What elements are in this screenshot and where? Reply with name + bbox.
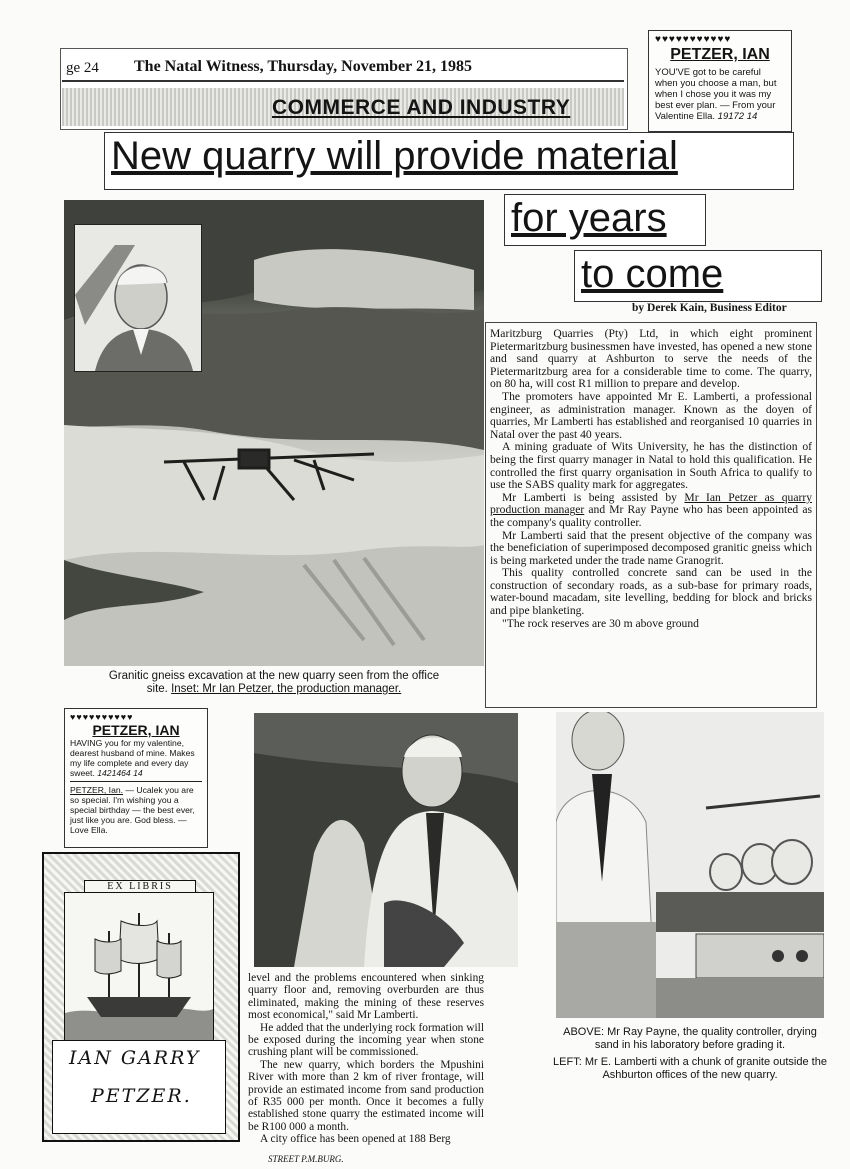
section-title: COMMERCE AND INDUSTRY <box>272 96 571 119</box>
handwritten-footnote: STREET P.M.BURG. <box>268 1154 344 1164</box>
hearts-decoration: ♥♥♥♥♥♥♥♥♥♥ <box>70 712 134 722</box>
headline-line-1 <box>104 132 794 190</box>
inset-portrait-petzer <box>74 224 202 372</box>
notice-text <box>655 67 785 122</box>
payne-illustration <box>556 712 824 1018</box>
article-paragraph: This quality controlled concrete sand can be used in the construction of secondary roads, as a sub-base for primary roads, water-bound macadam, site levelling, bedding for block and bricks and pipe blanketing. <box>490 566 812 618</box>
article-continuation <box>248 972 484 1162</box>
notice-name: PETZER, IAN <box>92 722 180 738</box>
article-paragraph: Maritzburg Quarries (Pty) Ltd, in which eight prominent Pietermaritzburg businessmen have invested, has opened a new stone and sand quarry at Ashburton to serve the needs of the Pietermaritzburg area for a considerable time to come. The quarry, on 80 ha, will cost R1 million to prepare and develop. <box>490 328 812 391</box>
page-number: ge 24 <box>66 60 99 76</box>
photo-captions-right <box>552 1026 828 1082</box>
notice-text-body: — Ucalek you are so special. I'm wishing you a special birthday — the best ever, just like you are. God bless. — Love Ella. <box>70 785 195 835</box>
article-paragraph: The new quarry, which borders the Mpushini River with more than 2 km of river frontage, will provide an estimated income from sand production of R35 000 per month. Once it becomes a fully established stone quarry the estimated income will be R100 000 a month. <box>248 1058 484 1133</box>
article-paragraph: Mr Lamberti said that the present objective of the company was the beneficiation of superimposed decomposed granitic gneiss which is being marketed under the trade name Granogrit. <box>490 528 812 567</box>
lamberti-photo <box>254 713 518 967</box>
payne-photo <box>556 712 824 1018</box>
notice-name: PETZER, IAN <box>670 46 770 63</box>
ex-libris-label: EX LIBRIS <box>84 880 196 893</box>
caption-inset-text: Inset: Mr Ian Petzer, the production manager. <box>171 683 402 695</box>
notice-text <box>70 785 202 835</box>
paragraph-text: Mr Lamberti is being assisted by <box>502 490 677 504</box>
underlined-text: Mr Ian Petzer as quarry production manager <box>490 490 812 517</box>
headline-line-3 <box>574 250 822 302</box>
byline: by Derek Kain, Business Editor <box>632 302 787 314</box>
masthead: The Natal Witness, Thursday, November 21, 1985 <box>134 58 472 75</box>
valentine-notice-left <box>64 708 208 848</box>
caption-left: LEFT: Mr E. Lamberti with a chunk of granite outside the Ashburton offices of the new quarry. <box>553 1056 827 1081</box>
notice-code: 1421464 14 <box>97 768 143 778</box>
article-paragraph: A mining graduate of Wits University, he has the distinction of being the first quarry manager in Natal to hold this qualification. He controlled the first quarry organisation in South Africa to qualify to use the SABS quality mark for aggregates. <box>490 440 812 492</box>
handwritten-name <box>52 1040 226 1134</box>
article-paragraph: He added that the underlying rock formation will be exposed during the incoming year when stone crushing plant will be commissioned. <box>248 1021 484 1059</box>
article-body <box>490 328 812 708</box>
headline-line-2 <box>504 194 706 246</box>
caption-line-2: site. <box>146 683 168 695</box>
hearts-decoration: ♥♥♥♥♥♥♥♥♥♥♥ <box>655 34 732 45</box>
headline-text-2: for years <box>511 196 667 240</box>
caption-line-1: Granitic gneiss excavation at the new quarry seen from the office <box>108 670 440 682</box>
caption-above: ABOVE: Mr Ray Payne, the quality controller, drying sand in his laboratory before grading it. <box>563 1026 817 1051</box>
article-paragraph <box>490 492 812 530</box>
header-rule <box>62 80 624 82</box>
ship-icon <box>65 893 213 1041</box>
notice-name-2: PETZER, Ian. <box>70 785 124 795</box>
notice-divider <box>70 781 202 782</box>
article-paragraph: The promoters have appointed Mr E. Lamberti, a professional engineer, as administration manager. Known as the doyen of quarries, Mr Lamberti has established and reorganised 10 quarries in Natal over the past 40 years. <box>490 389 812 441</box>
article-paragraph: level and the problems encountered when sinking quarry floor and, removing overburden are thus eliminated, making the mining of these reserves most economical," said Mr Lamberti. <box>248 972 484 1022</box>
notice-text-body: HAVING you for my valentine, dearest husband of mine. Makes my life complete and every day sweet. <box>70 738 195 778</box>
notice-text-body: YOU'VE got to be careful when you choose a man, but when I chose you it was my best ever plan. — From your Valentine Ella. <box>655 67 777 122</box>
article-paragraph: A city office has been opened at 188 Berg <box>260 1133 451 1146</box>
handwriting-line-1: IAN GARRY <box>69 1047 201 1069</box>
valentine-notice-top <box>648 30 792 132</box>
article-paragraph: "The rock reserves are 30 m above ground <box>502 616 699 630</box>
headline-text-3: to come <box>581 252 724 296</box>
handwriting-line-2: PETZER. <box>91 1085 192 1107</box>
ship-illustration <box>64 892 214 1042</box>
headline-text-1: New quarry will provide material <box>111 134 678 178</box>
notice-text <box>70 738 202 778</box>
portrait-illustration <box>75 225 201 371</box>
paragraph-text: and Mr Ray Payne who has been appointed as the company's quality controller. <box>490 503 812 529</box>
lamberti-illustration <box>254 713 518 967</box>
notice-code: 19172 14 <box>717 111 758 122</box>
main-photo-caption <box>64 670 484 696</box>
